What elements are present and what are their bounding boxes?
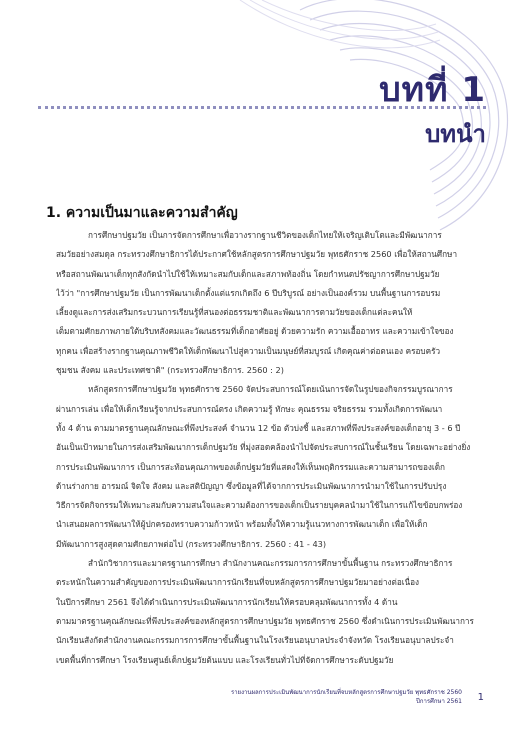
body-line: ตระหนักในความสำคัญของการประเมินพัฒนาการนักเรียนที่จบหลักสูตรการศึกษาปฐมวัยมาอย่างต่อเนื่อง bbox=[56, 577, 420, 588]
body-line: ทุกคน เพื่อสร้างรากฐานคุณภาพชีวิตให้เด็กพัฒนาไปสู่ความเป็นมนุษย์ที่สมบูรณ์ เกิดคุณค่าต่อตนเอง ครอบครัว bbox=[56, 345, 441, 356]
footer bbox=[231, 688, 462, 706]
body-line: สำนักวิชาการและมาตรฐานการศึกษา สำนักงานคณะกรรมการการศึกษาขั้นพื้นฐาน กระทรวงศึกษาธิการ bbox=[88, 558, 453, 569]
chapter-title: บทนำ bbox=[425, 120, 486, 148]
body-line: ตามมาตรฐานคุณลักษณะที่พึงประสงค์ของหลักสูตรการศึกษาปฐมวัย พุทธศักราช 2560 ซึ่งดำเนินการประเมินพัฒนาการ bbox=[56, 615, 474, 626]
body-line: ชุมชน สังคม และประเทศชาติ" (กระทรวงศึกษาธิการ. 2560 : 2) bbox=[56, 365, 284, 376]
body-line: การประเมินพัฒนาการ เป็นการสะท้อนคุณภาพของเด็กปฐมวัยที่แสดงให้เห็นพฤติกรรมและความสามารถของเด็ก bbox=[56, 461, 445, 472]
body-line: ด้านร่างกาย อารมณ์ จิตใจ สังคม และสติปัญญา ซึ่งข้อมูลที่ได้จากการประเมินพัฒนาการนำมาใช้ในการปรับปรุง bbox=[56, 480, 447, 491]
body-line: เลี้ยงดูและการส่งเสริมกระบวนการเรียนรู้ที่สนองต่อธรรมชาติและพัฒนาการตามวัยของเด็กแต่ละคนให้ bbox=[56, 307, 413, 318]
body-line: ไว้ว่า "การศึกษาปฐมวัย เป็นการพัฒนาเด็กตั้งแต่แรกเกิดถึง 6 ปีบริบูรณ์ อย่างเป็นองค์รวม บนพื้นฐานการอบรม bbox=[56, 287, 441, 298]
body-line: เขตพื้นที่การศึกษา โรงเรียนศูนย์เด็กปฐมวัยต้นแบบ และโรงเรียนทั่วไปที่จัดการศึกษาระดับปฐมวัย bbox=[56, 654, 394, 665]
body-line: ผ่านการเล่น เพื่อให้เด็กเรียนรู้จากประสบการณ์ตรง เกิดความรู้ ทักษะ คุณธรรม จริยธรรม รวมทั้งเกิดการพัฒนา bbox=[56, 403, 443, 414]
body-line: นำเสนอผลการพัฒนาให้ผู้ปกครองทราบความก้าวหน้า พร้อมทั้งให้ความรู้แนวทางการพัฒนาเด็ก เพื่อให้เด็ก bbox=[56, 519, 428, 530]
body-line: หรือสถานพัฒนาเด็กทุกสังกัดนำไปใช้ให้เหมาะสมกับเด็กและสภาพท้องถิ่น โดยกำหนดปรัชญาการศึกษาปฐมวัย bbox=[56, 268, 440, 279]
body-line: ทั้ง 4 ด้าน ตามมาตรฐานคุณลักษณะที่พึงประสงค์ จำนวน 12 ข้อ ตัวบ่งชี้ และสภาพที่พึงประสงค์ของเด็กอายุ 3 - 6 ปี bbox=[56, 422, 461, 433]
body-line: ในปีการศึกษา 2561 จึงได้ดำเนินการประเมินพัฒนาการนักเรียนให้ครอบคลุมพัฒนาการทั้ง 4 ด้าน bbox=[56, 596, 398, 607]
body-line: สมวัยอย่างสมดุล กระทรวงศึกษาธิการได้ประกาศใช้หลักสูตรการศึกษาปฐมวัย พุทธศักราช 2560 เพื่อให้สถานศึกษา bbox=[56, 249, 458, 260]
body-line: นักเรียนสังกัดสำนักงานคณะกรรมการการศึกษาขั้นพื้นฐานในโรงเรียนอนุบาลประจำจังหวัด โรงเรียนอนุบาลประจำ bbox=[56, 635, 454, 646]
chapter-number: บทที่ 1 bbox=[379, 70, 486, 110]
body-line: วิธีการจัดกิจกรรมให้เหมาะสมกับความสนใจและความต้องการของเด็กเป็นรายบุคคลนำมาใช้ในการแก้ไขข้อบกพร่อง bbox=[56, 500, 463, 511]
section-heading: 1. ความเป็นมาและความสำคัญ bbox=[46, 205, 238, 221]
footer-academic-year: ปีการศึกษา 2561 bbox=[416, 698, 462, 705]
body-line: หลักสูตรการศึกษาปฐมวัย พุทธศักราช 2560 จัดประสบการณ์โดยเน้นการจัดในรูปของกิจกรรมบูรณาการ bbox=[88, 384, 453, 395]
footer-report-title: รายงานผลการประเมินพัฒนาการนักเรียนที่จบหลักสูตรการศึกษาปฐมวัย พุทธศักราช 2560 bbox=[230, 689, 462, 696]
body-line: การศึกษาปฐมวัย เป็นการจัดการศึกษาเพื่อวางรากฐานชีวิตของเด็กไทยให้เจริญเติบโตและมีพัฒนาการ bbox=[88, 230, 442, 240]
body-text bbox=[56, 226, 484, 670]
body-line: มีพัฒนาการสูงสุดตามศักยภาพต่อไป (กระทรวงศึกษาธิการ. 2560 : 41 - 43) bbox=[56, 538, 327, 549]
body-line: เต็มตามศักยภาพภายใต้บริบทสังคมและวัฒนธรรมที่เด็กอาศัยอยู่ ด้วยความรัก ความเอื้ออาทร และความเข้าใจของ bbox=[56, 326, 454, 337]
header-divider bbox=[38, 106, 486, 109]
page-number: 1 bbox=[477, 692, 484, 703]
body-line: อันเป็นเป้าหมายในการส่งเสริมพัฒนาการเด็กปฐมวัย ที่มุ่งสอดคล้องนำไปจัดประสบการณ์ในชั้นเรียน โดยเฉพาะอย่างยิ่ง bbox=[56, 442, 471, 453]
